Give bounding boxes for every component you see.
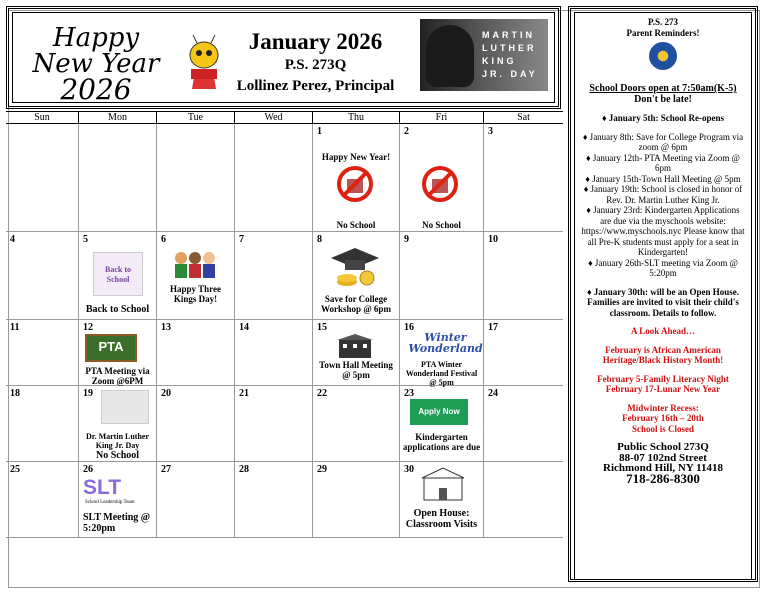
mlk-day-banner: MARTIN LUTHER KING JR. DAY [420,19,548,91]
reading-bee-icon [179,33,229,91]
day-cell: 22 [312,386,399,461]
week-row [6,124,563,232]
open-house-icon [418,466,468,502]
back-to-school-art: Back to School [93,252,143,296]
day-cell [78,124,156,231]
day-cell [6,124,78,231]
winter-wonderland-logo: Winter Wonderland [408,331,483,355]
day-cell: 27 [156,462,234,537]
day-cell: 3 [483,124,563,231]
apply-now-button: Apply Now [410,399,468,425]
day-cell: 4 [10,234,15,245]
day-cell-jan12: 12 PTA PTA Meeting via Zoom @6PM [78,320,156,385]
day-cell-jan6: 6 Happy Three Kings Day! [156,232,234,319]
mlk-portrait [426,25,474,87]
day-tue: Tue [156,112,234,123]
calendar-title [228,29,403,95]
week-row [6,386,563,462]
parent-reminders-panel: P.S. 273 Parent Reminders! School Doors open at 7:50am(K-5) Don't be late! ♦ January 5th: School Re-opens ♦ January 8th: Save for College Program via zoom @ 6pm ♦ January 12th- PTA Meeting via Zoom @ 6pm ♦ January 15th-Town Hall Meeting @ 5pm ♦ January 19th: School is closed in honor of Rev. Dr. Martin Luther King Jr. ♦ January 23rd: Kindergarten Applications are due via the myschools website: https://www.myschools.nyc Please know that all Pre-K students must apply for a seat in Kindergarten! ♦ January 26th-SLT meeting via Zoom @ 5:20pm ♦ January 30th: will be an Open House. Families are invited to visit their child's classroom. Details to follow. A Look Ahead… February is African American Heritage/Black History Month! February 5-Family Literacy Night February 17-Lunar New Year Midwinter Recess: February 16th – 20th School is Closed Public School 273Q 88-07 102nd Street Richmond Hill, NY 11418 718-286-8300 [568,6,758,582]
day-cell: 18 [10,388,20,399]
day-cell-jan5: 5 Back to School Back to School [78,232,156,319]
slt-logo: SLT [83,476,122,499]
mlk-portrait-icon [101,390,149,424]
day-cell: 10 [483,232,563,319]
day-cell [156,124,234,231]
day-cell: 25 [10,464,20,475]
day-cell [234,124,312,231]
day-cell: 7 [234,232,312,319]
day-cell: 9 [399,232,483,319]
day-cell-jan26: 26 SLT School Leadership Team SLT Meeting @ 5:20pm [78,462,156,537]
calendar-header [6,6,561,109]
day-mon: Mon [78,112,156,123]
no-school-icon [422,166,458,202]
day-cell-jan2: 2 No School [399,124,483,231]
school-name: P.S. 273Q [284,57,347,73]
day-cell-jan8: 8 Save for College Workshop @ 6pm [312,232,399,319]
graduation-savings-icon [329,246,381,290]
day-cell-jan15: 15 Town Hall Meeting @ 5pm [312,320,399,385]
day-cell-jan30: 30 Open House: Classroom Visits [399,462,483,537]
calendar-grid [6,124,563,538]
day-sun: Sun [34,112,50,123]
day-cell: 13 [156,320,234,385]
day-cell: 20 [156,386,234,461]
day-cell [483,462,563,537]
day-fri: Fri [399,112,483,123]
day-cell: 29 [312,462,399,537]
pta-meeting-badge: PTA [85,334,137,362]
day-cell: 14 [234,320,312,385]
happy-new-year-art: Happy New Year 2026 [32,23,160,106]
day-thu: Thu [312,112,399,123]
week-row [6,320,563,386]
day-cell-jan23: 23 Apply Now Kindergarten applications are due [399,386,483,461]
day-wed: Wed [234,112,312,123]
week-row [6,232,563,320]
day-cell: 21 [234,386,312,461]
day-cell: 11 [10,322,20,333]
day-cell: 17 [483,320,563,385]
day-cell-jan16: 16 Winter Wonderland PTA Winter Wonderland Festival @ 5pm [399,320,483,385]
day-cell: 24 [483,386,563,461]
school-logo-icon [649,42,677,70]
day-sat: Sat [483,112,563,123]
weekday-header [6,111,563,124]
principal-name: Lollinez Perez, Principal [236,78,395,94]
day-cell-jan1: 1 Happy New Year! No School [312,124,399,231]
no-school-icon [337,166,373,202]
week-row [6,462,563,538]
three-kings-icon [171,248,219,280]
month-title: January 2026 [248,29,383,54]
day-cell-jan19: 19 Dr. Martin Luther King Jr. Day No School [78,386,156,461]
day-cell: 28 [234,462,312,537]
school-building-icon [337,334,373,358]
